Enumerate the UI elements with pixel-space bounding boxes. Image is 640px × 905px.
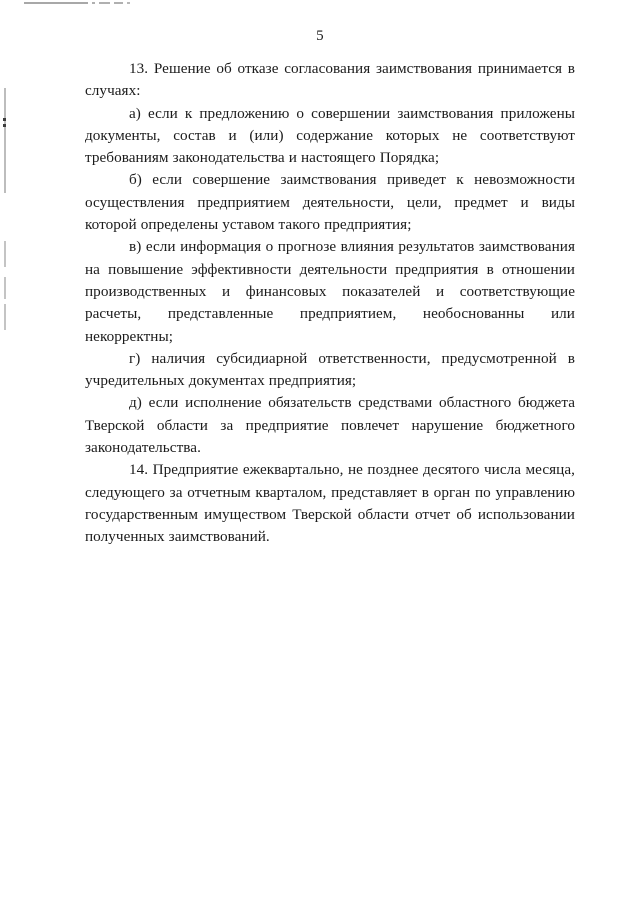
paragraph-clause-13: 13. Решение об отказе согласования заимствования принимается в случаях:: [85, 60, 575, 100]
scan-artifact-left-mark: [3, 118, 6, 121]
scan-artifact-left-mark: [3, 124, 6, 127]
paragraph-clause-13-b: б) если совершение заимствования приведет к невозможности осуществления предприятием деятельности, цели, предмет и виды которой определены уставом такого предприятия;: [85, 171, 575, 234]
scan-artifact-top-dash: [99, 2, 110, 4]
paragraph-clause-13-v: в) если информация о прогнозе влияния результатов заимствования на повышение эффективности деятельности предприятия в отношении производственных и финансовых показателей и соответствующие расчеты, представленные предприятием, необоснованны или некорректны;: [85, 238, 575, 345]
document-body: [85, 58, 575, 549]
scan-artifact-left-line: [4, 304, 6, 330]
scan-artifact-top-line: [24, 2, 88, 4]
scan-artifact-left-line: [4, 241, 6, 267]
paragraph-clause-13-d: д) если исполнение обязательств средствами областного бюджета Тверской области за предприятие повлечет нарушение бюджетного законодательства.: [85, 394, 575, 457]
scan-artifact-top-dash: [92, 2, 95, 4]
paragraph-clause-13-g: г) наличия субсидиарной ответственности, предусмотренной в учредительных документах предприятия;: [85, 349, 575, 390]
page-number: 5: [316, 28, 324, 44]
paragraph-clause-14: 14. Предприятие ежеквартально, не позднее десятого числа месяца, следующего за отчетным кварталом, представляет в орган по управлению государственным имуществом Тверской области отчет об использовании полученных заимствований.: [85, 461, 575, 546]
scan-artifact-left-line: [4, 277, 6, 299]
scan-artifact-top-dash: [127, 2, 130, 4]
paragraph-clause-13-a: а) если к предложению о совершении заимствования приложены документы, состав и (или) содержание которых не соответствуют требованиям законодательства и настоящего Порядка;: [85, 104, 575, 167]
scan-artifact-top-dash: [114, 2, 123, 4]
scan-artifact-left-line: [4, 88, 6, 193]
